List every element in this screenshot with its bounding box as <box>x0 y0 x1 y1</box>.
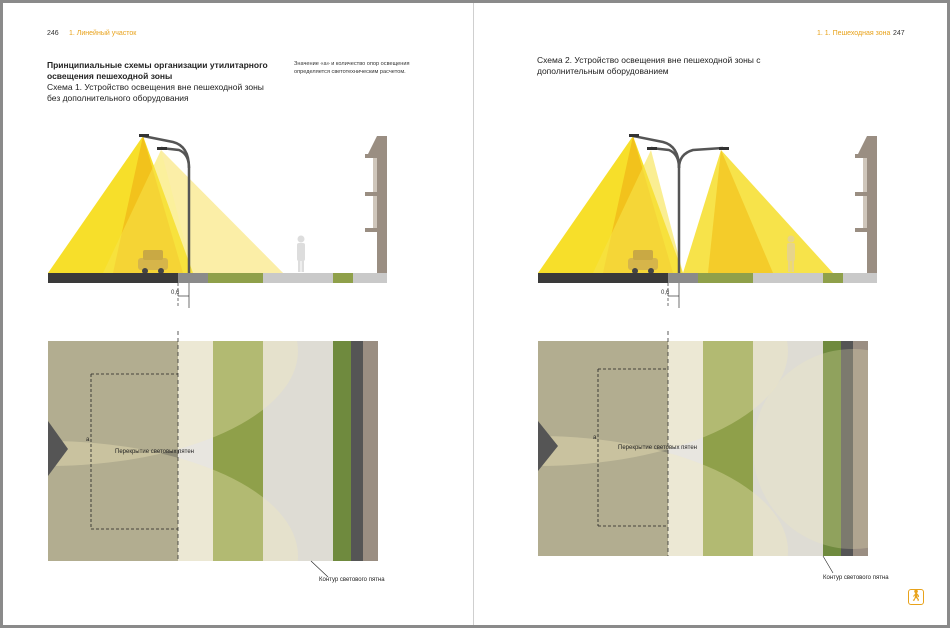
scheme-title: Схема 2. Устройство освещения вне пешеходной зоны с дополнительным оборудованием <box>537 55 761 76</box>
scheme-title: Схема 1. Устройство освещения вне пешеходной зоны без дополнительного оборудования <box>47 82 264 103</box>
person-icon <box>297 236 305 273</box>
a-marker: а <box>593 435 597 441</box>
road-section <box>48 273 178 283</box>
lawn-section <box>208 273 263 283</box>
left-page <box>3 3 474 625</box>
right-page <box>475 3 947 625</box>
page-number: 246 <box>47 30 59 37</box>
building-facade <box>365 136 387 276</box>
section-diagram <box>533 128 878 308</box>
section-diagram <box>43 128 388 308</box>
book-spread <box>3 3 947 625</box>
contour-label: Контур светового пятна <box>319 577 385 583</box>
pedestrian-icon: 🚶︎ <box>908 589 924 605</box>
contour-label: Контур светового пятна <box>823 575 889 581</box>
overlap-label: Перекрытие световых пятен <box>618 445 697 451</box>
page-number: 247 <box>893 30 905 37</box>
section-title: 1. 1. Пешеходная зона <box>817 30 891 37</box>
dimension-label: 0,6 <box>661 290 670 296</box>
section-title: 1. Линейный участок <box>69 30 137 37</box>
a-marker: а <box>86 437 90 443</box>
overlap-label: Перекрытие световых пятен <box>115 449 194 455</box>
dimension-label: 0,6 <box>171 290 180 296</box>
plan-diagram <box>43 341 388 581</box>
note-text: Значение «а» и количество опор освещения определяется светотехническим расчетом. <box>294 61 410 75</box>
building-facade <box>855 136 877 276</box>
page-title: Принципиальные схемы организации утилитарного освещения пешеходной зоны <box>47 60 268 81</box>
plan-diagram <box>533 341 889 581</box>
